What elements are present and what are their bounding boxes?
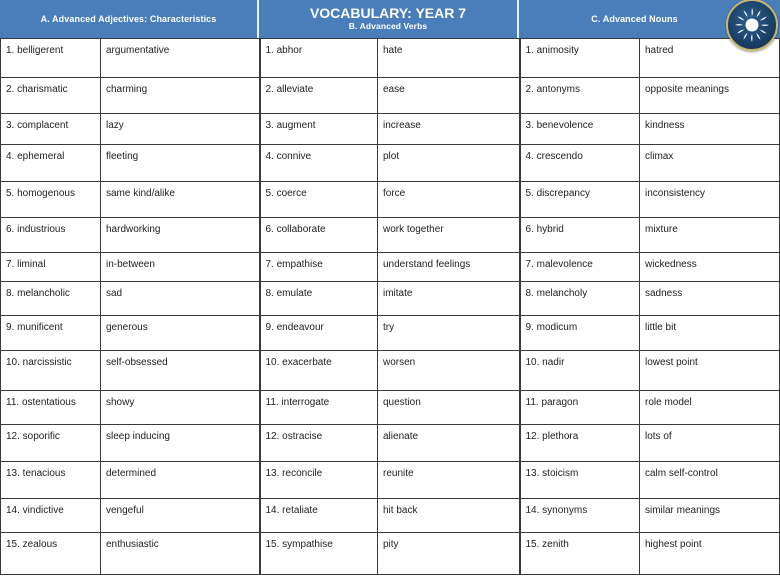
table-row bbox=[1, 182, 780, 218]
section-a-word: 10. narcissistic bbox=[1, 351, 101, 391]
table-row bbox=[1, 391, 780, 425]
section-c-word: 13. stoicism bbox=[520, 462, 640, 499]
section-c-definition: wickedness bbox=[640, 253, 780, 282]
vocabulary-table bbox=[0, 38, 780, 575]
section-a-definition: same kind/alike bbox=[101, 182, 260, 218]
section-a-definition: argumentative bbox=[101, 39, 260, 78]
section-c-definition: highest point bbox=[640, 533, 780, 575]
section-c-definition: climax bbox=[640, 145, 780, 182]
section-c-word: 3. benevolence bbox=[520, 114, 640, 145]
section-a-word: 2. charismatic bbox=[1, 78, 101, 114]
section-b-word: 7. empathise bbox=[260, 253, 378, 282]
section-b-word: 6. collaborate bbox=[260, 218, 378, 253]
section-c-word: 2. antonyms bbox=[520, 78, 640, 114]
section-a-heading: A. Advanced Adjectives: Characteristics bbox=[40, 14, 217, 24]
section-b-word: 12. ostracise bbox=[260, 425, 378, 462]
section-a-word: 7. liminal bbox=[1, 253, 101, 282]
section-b-word: 11. interrogate bbox=[260, 391, 378, 425]
section-a-word: 3. complacent bbox=[1, 114, 101, 145]
section-b-definition: question bbox=[378, 391, 520, 425]
table-row bbox=[1, 462, 780, 499]
section-a-word: 11. ostentatious bbox=[1, 391, 101, 425]
table-row bbox=[1, 78, 780, 114]
table-row bbox=[1, 499, 780, 533]
section-b-word: 10. exacerbate bbox=[260, 351, 378, 391]
section-c-definition: role model bbox=[640, 391, 780, 425]
section-a-definition: showy bbox=[101, 391, 260, 425]
section-a-definition: charming bbox=[101, 78, 260, 114]
section-a-word: 15. zealous bbox=[1, 533, 101, 575]
page-title: VOCABULARY: YEAR 7 bbox=[309, 4, 467, 21]
section-a-definition: sad bbox=[101, 282, 260, 316]
section-b-word: 1. abhor bbox=[260, 39, 378, 78]
section-a-word: 9. munificent bbox=[1, 316, 101, 351]
section-b-definition: worsen bbox=[378, 351, 520, 391]
section-c-word: 11. paragon bbox=[520, 391, 640, 425]
section-b-definition: try bbox=[378, 316, 520, 351]
section-c-word: 12. plethora bbox=[520, 425, 640, 462]
section-c-word: 1. animosity bbox=[520, 39, 640, 78]
section-b-word: 3. augment bbox=[260, 114, 378, 145]
section-a-definition: generous bbox=[101, 316, 260, 351]
section-a-definition: lazy bbox=[101, 114, 260, 145]
section-a-definition: fleeting bbox=[101, 145, 260, 182]
section-a-word: 6. industrious bbox=[1, 218, 101, 253]
section-c-definition: opposite meanings bbox=[640, 78, 780, 114]
section-a-word: 8. melancholic bbox=[1, 282, 101, 316]
section-a-definition: self-obsessed bbox=[101, 351, 260, 391]
section-c-word: 7. malevolence bbox=[520, 253, 640, 282]
section-a-definition: vengeful bbox=[101, 499, 260, 533]
section-b-heading: B. Advanced Verbs bbox=[348, 20, 428, 31]
section-c-definition: hatred bbox=[640, 39, 780, 78]
vocabulary-header bbox=[0, 0, 780, 38]
section-b-definition: hit back bbox=[378, 499, 520, 533]
sun-emblem-icon bbox=[726, 0, 778, 51]
section-b-word: 9. endeavour bbox=[260, 316, 378, 351]
section-a-definition: enthusiastic bbox=[101, 533, 260, 575]
section-b-word: 5. coerce bbox=[260, 182, 378, 218]
section-b-word: 4. connive bbox=[260, 145, 378, 182]
section-c-header bbox=[519, 0, 780, 38]
section-c-definition: inconsistency bbox=[640, 182, 780, 218]
table-row bbox=[1, 533, 780, 575]
section-a-word: 1. belligerent bbox=[1, 39, 101, 78]
section-a-definition: hardworking bbox=[101, 218, 260, 253]
table-row bbox=[1, 39, 780, 78]
section-c-word: 5. discrepancy bbox=[520, 182, 640, 218]
section-c-definition: calm self-control bbox=[640, 462, 780, 499]
section-a-word: 4. ephemeral bbox=[1, 145, 101, 182]
section-b-header bbox=[259, 0, 519, 38]
section-b-word: 14. retaliate bbox=[260, 499, 378, 533]
section-a-word: 12. soporific bbox=[1, 425, 101, 462]
section-b-word: 15. sympathise bbox=[260, 533, 378, 575]
section-a-word: 13. tenacious bbox=[1, 462, 101, 499]
section-c-definition: kindness bbox=[640, 114, 780, 145]
section-b-definition: understand feelings bbox=[378, 253, 520, 282]
section-b-definition: imitate bbox=[378, 282, 520, 316]
section-c-word: 4. crescendo bbox=[520, 145, 640, 182]
section-c-word: 15. zenith bbox=[520, 533, 640, 575]
table-row bbox=[1, 114, 780, 145]
section-a-word: 5. homogenous bbox=[1, 182, 101, 218]
section-c-word: 9. modicum bbox=[520, 316, 640, 351]
section-c-definition: lowest point bbox=[640, 351, 780, 391]
section-c-word: 14. synonyms bbox=[520, 499, 640, 533]
section-a-header bbox=[0, 0, 259, 38]
section-b-definition: hate bbox=[378, 39, 520, 78]
section-a-word: 14. vindictive bbox=[1, 499, 101, 533]
section-c-word: 6. hybrid bbox=[520, 218, 640, 253]
section-c-word: 10. nadir bbox=[520, 351, 640, 391]
section-c-definition: similar meanings bbox=[640, 499, 780, 533]
table-row bbox=[1, 218, 780, 253]
section-c-definition: little bit bbox=[640, 316, 780, 351]
section-a-definition: in-between bbox=[101, 253, 260, 282]
section-c-definition: lots of bbox=[640, 425, 780, 462]
table-row bbox=[1, 145, 780, 182]
section-c-heading: C. Advanced Nouns bbox=[591, 14, 678, 24]
table-row bbox=[1, 351, 780, 391]
section-b-definition: force bbox=[378, 182, 520, 218]
section-a-definition: sleep inducing bbox=[101, 425, 260, 462]
section-c-word: 8. melancholy bbox=[520, 282, 640, 316]
section-b-definition: plot bbox=[378, 145, 520, 182]
table-row bbox=[1, 425, 780, 462]
section-b-definition: pity bbox=[378, 533, 520, 575]
section-b-definition: work together bbox=[378, 218, 520, 253]
section-c-definition: sadness bbox=[640, 282, 780, 316]
section-b-definition: ease bbox=[378, 78, 520, 114]
table-row bbox=[1, 282, 780, 316]
section-b-word: 13. reconcile bbox=[260, 462, 378, 499]
section-c-definition: mixture bbox=[640, 218, 780, 253]
section-b-definition: increase bbox=[378, 114, 520, 145]
section-a-definition: determined bbox=[101, 462, 260, 499]
section-b-word: 8. emulate bbox=[260, 282, 378, 316]
section-b-definition: alienate bbox=[378, 425, 520, 462]
table-row bbox=[1, 253, 780, 282]
table-row bbox=[1, 316, 780, 351]
section-b-definition: reunite bbox=[378, 462, 520, 499]
section-b-word: 2. alleviate bbox=[260, 78, 378, 114]
